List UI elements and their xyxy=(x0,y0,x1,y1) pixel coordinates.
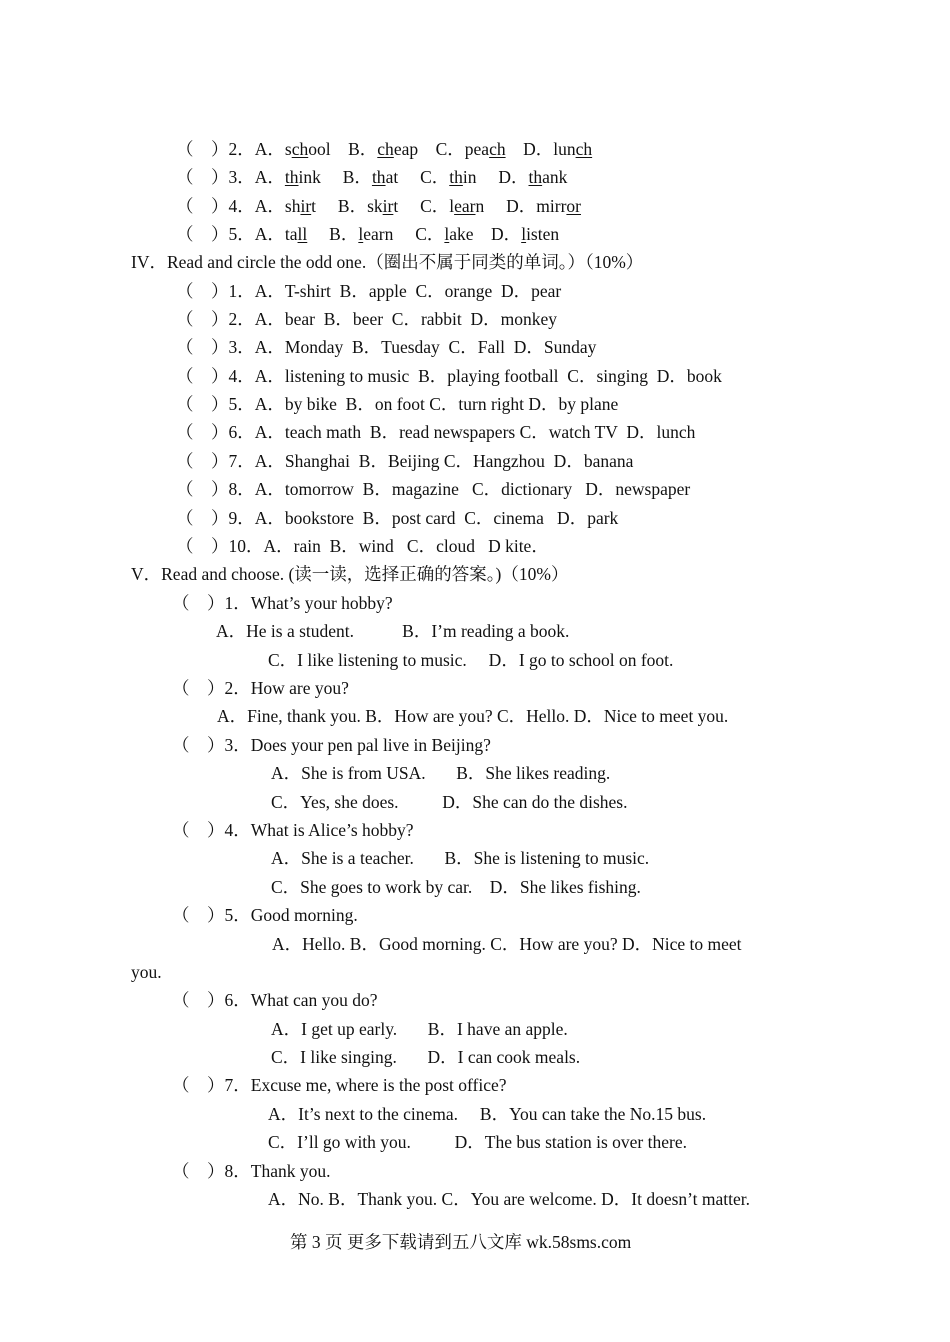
answer-options: A．She is a teacher. B．She is listening to music. xyxy=(271,848,650,868)
answer-options: C．Yes, she does. D．She can do the dishes. xyxy=(271,792,628,812)
odd-one-item: （ ）5．A．by bike B．on foot C．turn right D．by plane xyxy=(176,394,619,414)
odd-one-item: （ ）8．A．tomorrow B．magazine C．dictionary D．newspaper xyxy=(176,479,691,499)
page-footer: 第 3 页 更多下载请到五八文库 wk.58sms.com xyxy=(290,1232,632,1252)
question-stem: （ ）2．How are you? xyxy=(172,678,349,698)
odd-one-item: （ ）6．A．teach math B．read newspapers C．watch TV D．lunch xyxy=(176,422,696,442)
phonics-question-4: （ ）4．A．shirt B．skirt C．learn D．mirror xyxy=(176,196,581,216)
answer-options: A．She is from USA. B．She likes reading. xyxy=(271,763,611,783)
odd-one-item: （ ）7．A．Shanghai B．Beijing C．Hangzhou D．banana xyxy=(176,451,634,471)
answer-options: A．No. B．Thank you. C．You are welcome. D．It doesn’t matter. xyxy=(268,1189,751,1209)
odd-one-item: （ ）10．A．rain B．wind C．cloud D kite． xyxy=(176,536,549,556)
question-stem: （ ）6．What can you do? xyxy=(172,990,378,1010)
odd-one-item: （ ）1．A．T-shirt B．apple C．orange D．pear xyxy=(176,281,562,301)
answer-options: C．I like singing. D．I can cook meals. xyxy=(271,1047,581,1067)
question-stem: （ ）4．What is Alice’s hobby? xyxy=(172,820,414,840)
answer-options: A．Hello. B．Good morning. C．How are you? D．Nice to meet xyxy=(272,934,742,954)
question-stem: （ ）7．Excuse me, where is the post office? xyxy=(172,1075,507,1095)
question-stem: （ ）3．Does your pen pal live in Beijing? xyxy=(172,735,491,755)
answer-options: C．I’ll go with you. D．The bus station is over there. xyxy=(268,1132,687,1152)
odd-one-item: （ ）9．A．bookstore B．post card C．cinema D．park xyxy=(176,508,619,528)
answer-options: C．I like listening to music. D．I go to school on foot. xyxy=(268,650,674,670)
question-stem: （ ）5．Good morning. xyxy=(172,905,358,925)
question-stem: （ ）8．Thank you. xyxy=(172,1161,331,1181)
section-heading: IV．Read and circle the odd one.（圈出不属于同类的单词。）（10%） xyxy=(131,252,644,272)
phonics-question-2: （ ）2．A．school B．cheap C．peach D．lunch xyxy=(176,139,593,159)
odd-one-item: （ ）4．A．listening to music B．playing football C．singing D．book xyxy=(176,366,722,386)
answer-options: A．I get up early. B．I have an apple. xyxy=(271,1019,568,1039)
answer-options: A．He is a student. B．I’m reading a book. xyxy=(216,621,570,641)
answer-options: C．She goes to work by car. D．She likes fishing. xyxy=(271,877,641,897)
odd-one-item: （ ）3．A．Monday B．Tuesday C．Fall D．Sunday xyxy=(176,337,597,357)
section-heading: V．Read and choose. (读一读，选择正确的答案。)（10%） xyxy=(131,564,569,584)
phonics-question-5: （ ）5．A．tall B．learn C．lake D．listen xyxy=(176,224,560,244)
answer-options: A．Fine, thank you. B．How are you? C．Hello. D．Nice to meet you. xyxy=(217,706,729,726)
answer-options-continued: you. xyxy=(131,962,162,982)
answer-options: A．It’s next to the cinema. B．You can take the No.15 bus. xyxy=(268,1104,707,1124)
question-stem: （ ）1．What’s your hobby? xyxy=(172,593,393,613)
odd-one-item: （ ）2．A．bear B．beer C．rabbit D．monkey xyxy=(176,309,558,329)
phonics-question-3: （ ）3．A．think B．that C．thin D．thank xyxy=(176,167,568,187)
